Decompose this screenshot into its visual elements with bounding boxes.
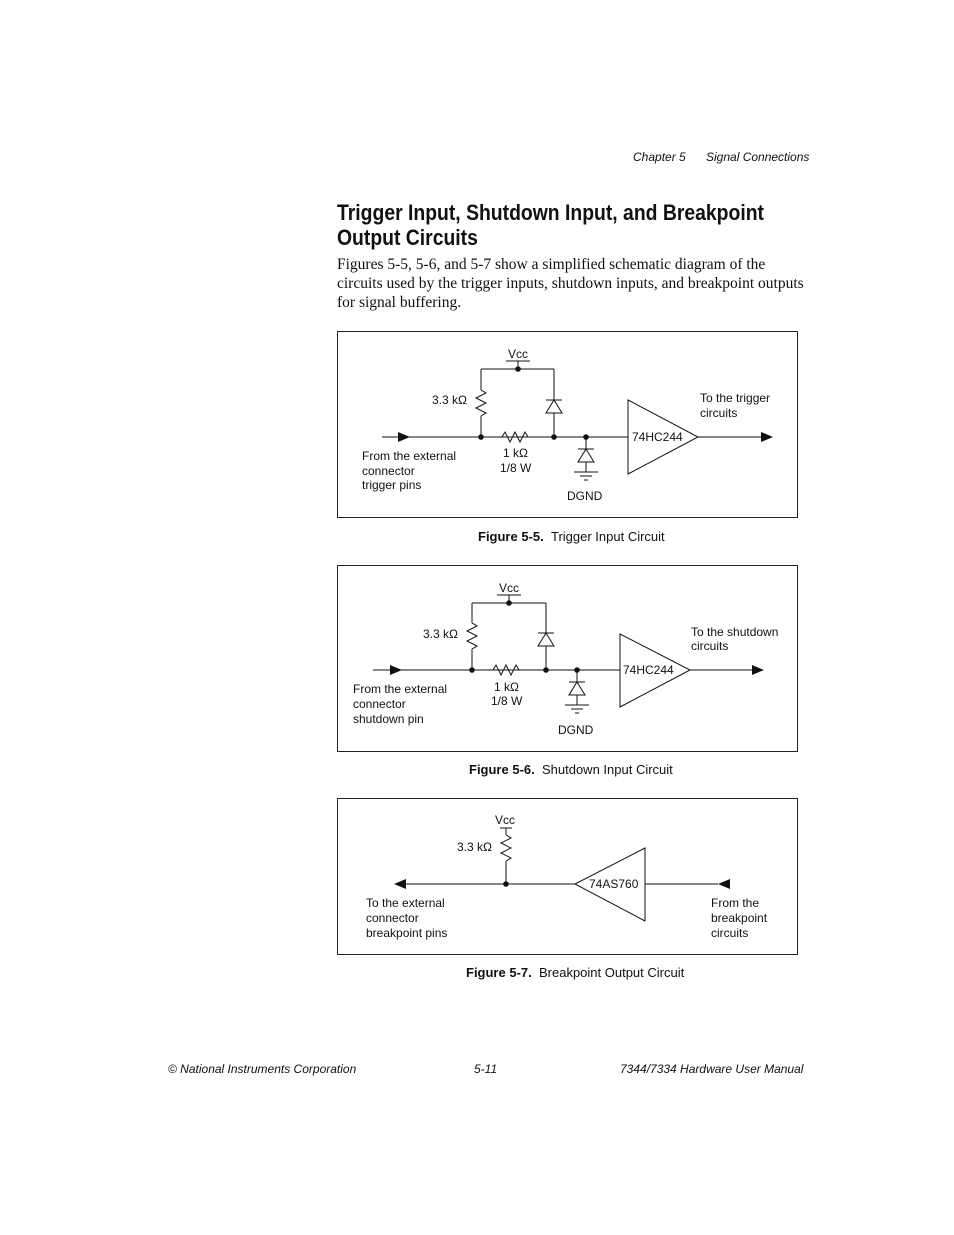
fig5-source-label-3: trigger pins	[362, 478, 422, 492]
fig5-caption-text: Trigger Input Circuit	[550, 529, 665, 544]
fig6-caption-text: Shutdown Input Circuit	[541, 762, 673, 777]
fig6-source-label-1: From the external	[353, 682, 448, 696]
trigger-input-schematic	[338, 332, 799, 519]
fig5-vcc-label: Vcc	[508, 347, 529, 361]
section-title-line-2: Output Circuits	[337, 225, 478, 250]
fig6-pullup-resistor-label: 3.3 kΩ	[423, 627, 458, 641]
shutdown-input-schematic	[338, 566, 799, 753]
breakpoint-output-schematic	[338, 799, 799, 956]
fig6-destination-label-1: To the shutdown	[691, 625, 779, 639]
fig5-buffer-chip-label: 74HC244	[632, 430, 683, 444]
fig5-source-label-1: From the external	[362, 449, 457, 463]
figure-5-7-caption	[466, 965, 684, 980]
fig5-series-resistor-wattage: 1/8 W	[500, 461, 532, 475]
fig7-destination-label-3: breakpoint pins	[366, 926, 448, 940]
header-chapter: Chapter 5	[633, 150, 686, 164]
figure-5-5-caption	[478, 529, 665, 544]
figure-5-6-caption	[469, 762, 673, 777]
fig5-destination-label-2: circuits	[700, 406, 738, 420]
fig7-buffer-chip-label: 74AS760	[589, 877, 639, 891]
section-title-line-1: Trigger Input, Shutdown Input, and Breakpoint	[337, 200, 764, 225]
footer-manual-title: 7344/7334 Hardware User Manual	[620, 1062, 804, 1076]
fig6-caption-number: Figure 5-6.	[469, 762, 535, 777]
fig6-vcc-label: Vcc	[499, 581, 520, 595]
paragraph-line-3: for signal buffering.	[337, 294, 462, 311]
fig7-caption-text: Breakpoint Output Circuit	[538, 965, 685, 980]
fig5-destination-label-1: To the trigger	[700, 391, 771, 405]
figure-5-5-trigger-input-circuit	[337, 331, 798, 518]
intro-paragraph	[337, 255, 807, 312]
fig6-source-label-2: connector	[353, 697, 406, 711]
paragraph-line-2: circuits used by the trigger inputs, shutdown inputs, and breakpoint outputs	[337, 275, 804, 292]
paragraph-line-1: Figures 5-5, 5-6, and 5-7 show a simplified schematic diagram of the	[337, 256, 766, 273]
footer-page-number: 5-11	[474, 1062, 498, 1076]
fig7-destination-label-1: To the external	[366, 896, 445, 910]
fig7-destination-label-2: connector	[366, 911, 419, 925]
fig5-pullup-resistor-label: 3.3 kΩ	[432, 393, 467, 407]
fig5-source-label-2: connector	[362, 464, 415, 478]
fig7-source-label-1: From the	[711, 896, 760, 910]
fig7-source-label-2: breakpoint	[711, 911, 768, 925]
fig5-series-resistor-label: 1 kΩ	[503, 446, 528, 460]
fig5-dgnd-label: DGND	[567, 489, 603, 503]
fig6-series-resistor-wattage: 1/8 W	[491, 694, 523, 708]
fig7-vcc-label: Vcc	[495, 813, 516, 827]
fig6-series-resistor-label: 1 kΩ	[494, 680, 519, 694]
fig5-caption-number: Figure 5-5.	[478, 529, 544, 544]
fig6-source-label-3: shutdown pin	[353, 712, 424, 726]
fig6-buffer-chip-label: 74HC244	[623, 663, 674, 677]
fig7-source-label-3: circuits	[711, 926, 749, 940]
fig7-pullup-resistor-label: 3.3 kΩ	[457, 840, 492, 854]
fig6-dgnd-label: DGND	[558, 723, 594, 737]
figure-5-6-shutdown-input-circuit	[337, 565, 798, 752]
section-title	[337, 200, 830, 250]
footer-copyright: © National Instruments Corporation	[168, 1062, 357, 1076]
header-section: Signal Connections	[706, 150, 810, 164]
figure-5-7-breakpoint-output-circuit	[337, 798, 798, 955]
fig6-destination-label-2: circuits	[691, 639, 729, 653]
fig7-caption-number: Figure 5-7.	[466, 965, 532, 980]
